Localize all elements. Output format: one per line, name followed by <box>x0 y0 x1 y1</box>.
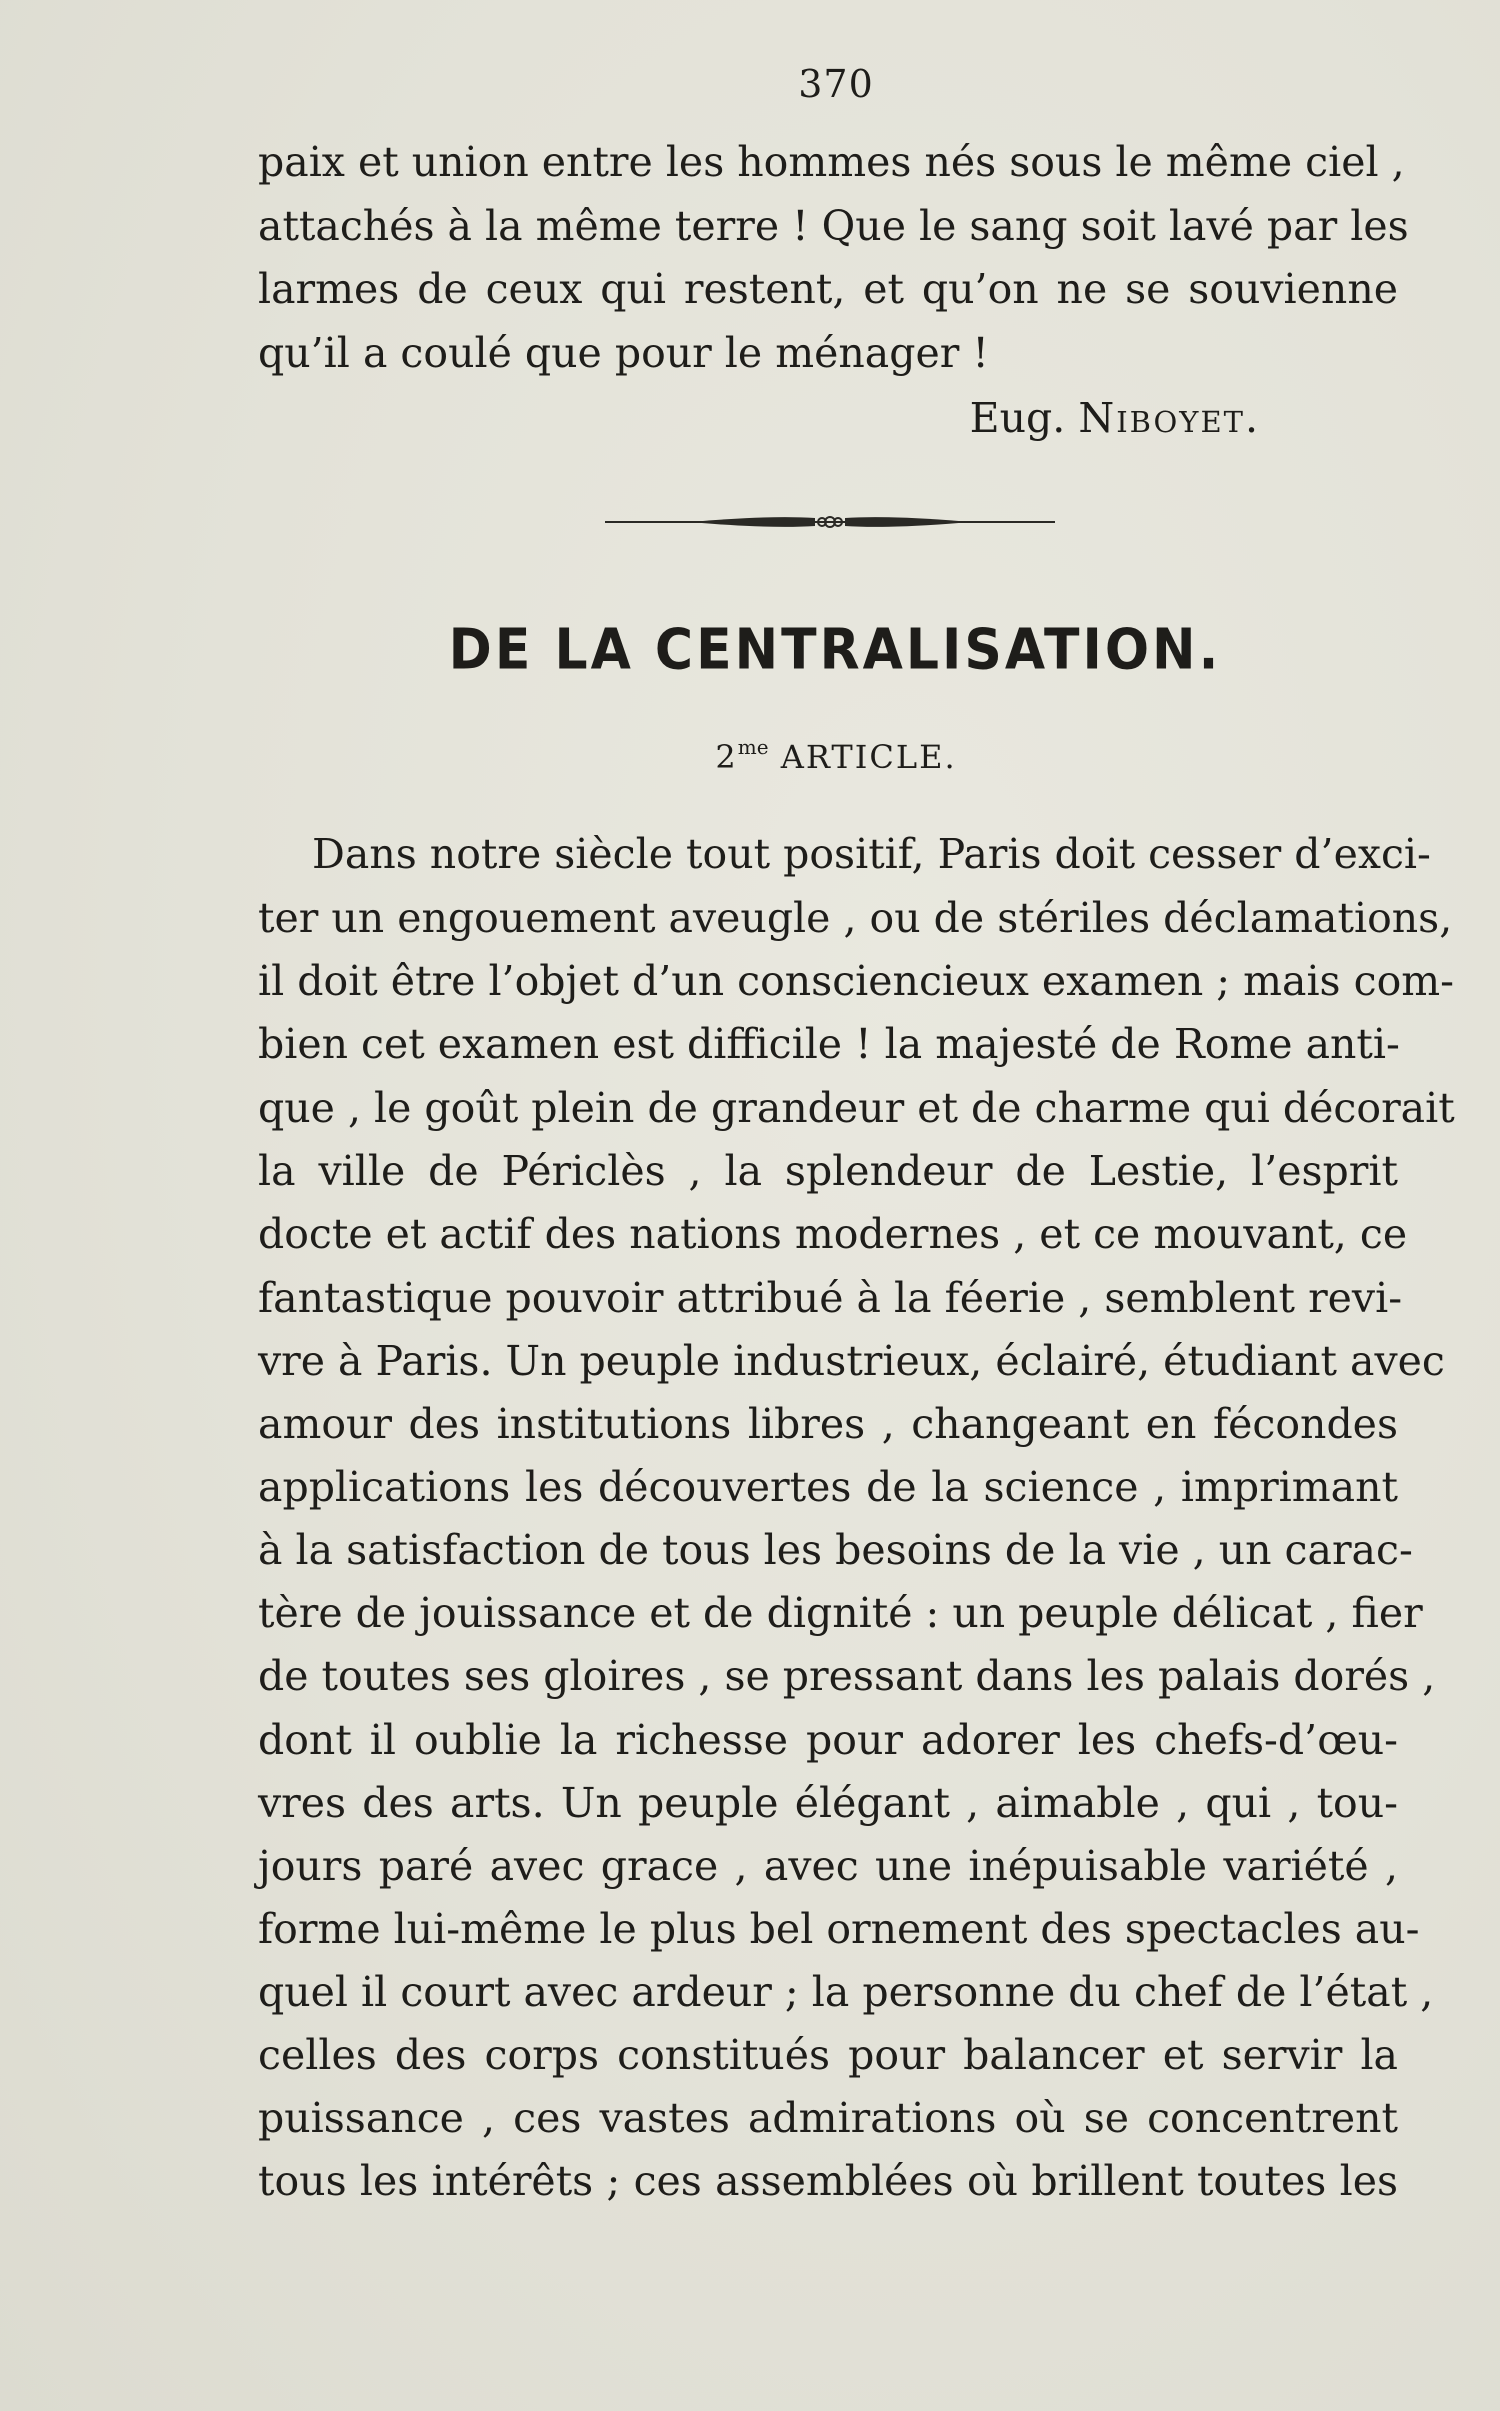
body-line: tous les intérêts ; ces assemblées où brillent toutes les <box>258 2157 1398 2205</box>
page-number: 370 <box>798 62 874 106</box>
body-line: dont il oublie la richesse pour adorer les chefs-d’œu- <box>258 1716 1398 1764</box>
body-line: fantastique pouvoir attribué à la féerie , semblent revi- <box>258 1274 1403 1322</box>
body-line: Dans notre siècle tout positif, Paris doit cesser d’exci- <box>312 830 1431 878</box>
body-line: vres des arts. Un peuple élégant , aimable , qui , tou- <box>258 1779 1398 1827</box>
ornament-divider-icon <box>600 502 1060 542</box>
signature-first: Eug. <box>969 394 1066 442</box>
body-line: quel il court avec ardeur ; la personne du chef de l’état , <box>258 1968 1434 2016</box>
body-line: amour des institutions libres , changeant en fécondes <box>258 1400 1398 1448</box>
continuation-line: larmes de ceux qui restent, et qu’on ne se souvienne <box>258 265 1398 313</box>
body-line: la ville de Périclès , la splendeur de Lestie, l’esprit <box>258 1147 1398 1195</box>
subtitle-ordinal-suffix: me <box>737 735 769 759</box>
subtitle-ordinal: 2 <box>715 738 738 776</box>
continuation-line: paix et union entre les hommes nés sous le même ciel , <box>258 138 1405 186</box>
body-line: docte et actif des nations modernes , et ce mouvant, ce <box>258 1210 1408 1258</box>
body-line: tère de jouissance et de dignité : un peuple délicat , fier <box>258 1589 1423 1637</box>
body-line: bien cet examen est difficile ! la majesté de Rome anti- <box>258 1020 1400 1068</box>
body-line: de toutes ses gloires , se pressant dans les palais dorés , <box>258 1652 1436 1700</box>
body-line: applications les découvertes de la science , imprimant <box>258 1463 1398 1511</box>
body-line: puissance , ces vastes admirations où se concentrent <box>258 2094 1398 2142</box>
body-line: il doit être l’objet d’un consciencieux examen ; mais com- <box>258 957 1455 1005</box>
continuation-line: qu’il a coulé que pour le ménager ! <box>258 329 989 377</box>
body-line: à la satisfaction de tous les besoins de la vie , un carac- <box>258 1526 1413 1574</box>
continuation-line: attachés à la même terre ! Que le sang soit lavé par les <box>258 202 1409 250</box>
body-line: vre à Paris. Un peuple industrieux, éclairé, étudiant avec <box>258 1337 1445 1385</box>
body-line: celles des corps constitués pour balancer et servir la <box>258 2031 1398 2079</box>
article-subtitle <box>0 735 1500 776</box>
body-line: jours paré avec grace , avec une inépuisable variété , <box>258 1842 1398 1890</box>
body-line: que , le goût plein de grandeur et de charme qui décorait <box>258 1084 1455 1132</box>
subtitle-word: ARTICLE. <box>780 738 957 776</box>
signature-last: Niboyet. <box>1078 394 1260 442</box>
article-title: DE LA CENTRALISATION. <box>448 617 1222 683</box>
body-line: ter un engouement aveugle , ou de stériles déclamations, <box>258 894 1453 942</box>
body-line: forme lui-même le plus bel ornement des spectacles au- <box>258 1905 1420 1953</box>
author-signature <box>970 394 1260 442</box>
